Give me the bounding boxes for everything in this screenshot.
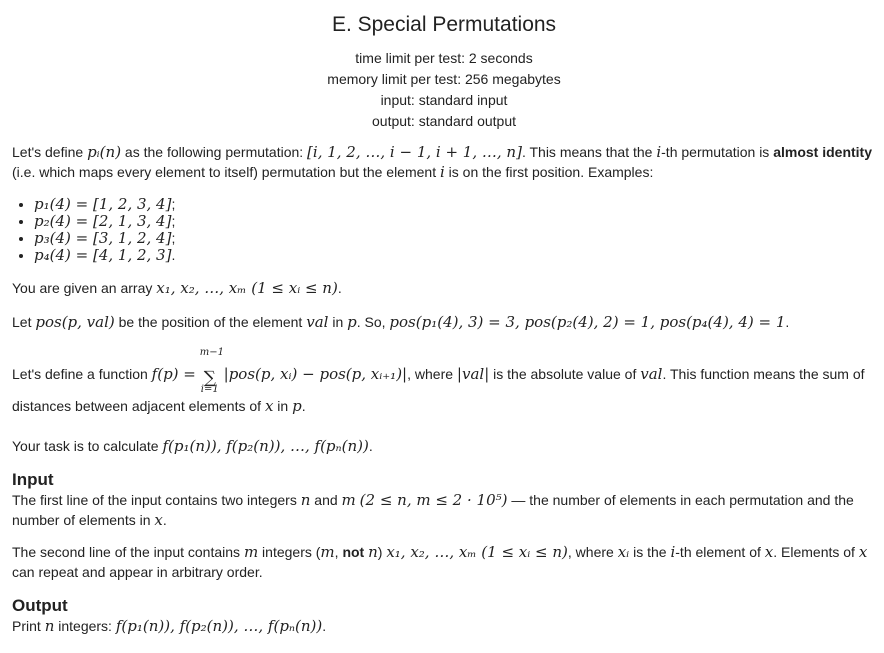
math: x₁, x₂, …, xₘ (1 ≤ xᵢ ≤ n) xyxy=(156,279,338,297)
text: ) xyxy=(377,544,387,560)
statement-paragraph-definition xyxy=(12,142,880,182)
input-section xyxy=(12,470,880,582)
sum-upper-limit: m−1 xyxy=(199,347,224,358)
input-section-title: Input xyxy=(12,470,54,489)
text: and xyxy=(310,492,342,508)
math: x xyxy=(858,543,868,561)
text: . xyxy=(322,618,327,634)
text: , where xyxy=(567,544,618,560)
math: x xyxy=(764,543,774,561)
math: xᵢ xyxy=(617,543,630,561)
math: pos(p, val) xyxy=(35,313,115,331)
text: integers ( xyxy=(258,544,321,560)
text: . xyxy=(337,280,342,296)
text: be the position of the element xyxy=(114,314,307,330)
input-file: input: standard input xyxy=(380,92,508,108)
examples-list xyxy=(12,196,880,264)
text: is on the first position. Examples: xyxy=(444,164,654,180)
text: (i.e. which maps every element to itself) permutation but the element xyxy=(12,164,440,180)
text: . xyxy=(162,512,167,528)
sum-lower-limit: i=1 xyxy=(200,384,219,395)
text: . xyxy=(368,438,373,454)
text: , xyxy=(334,544,343,560)
math: f(p) = xyxy=(151,365,196,383)
output-paragraph xyxy=(12,616,880,636)
output-file: output: standard output xyxy=(372,113,516,129)
math: pᵢ(n) xyxy=(87,143,122,161)
output-section xyxy=(12,596,880,636)
math: f(p₁(n)), f(p₂(n)), …, f(pₙ(n)) xyxy=(115,617,323,635)
math: x xyxy=(264,397,274,415)
math: m xyxy=(341,491,356,509)
bold-text: not xyxy=(342,544,365,560)
math: p₂(4) = [2, 1, 3, 4] xyxy=(34,212,172,230)
sigma-glyph: ∑ xyxy=(203,368,216,388)
text: is the absolute value of xyxy=(489,366,641,382)
math: i xyxy=(656,143,662,161)
math: i xyxy=(439,163,445,181)
time-limit: time limit per test: 2 seconds xyxy=(355,50,533,66)
list-item: • p₁(4) = [1, 2, 3, 4]; xyxy=(34,196,880,213)
text: can repeat and appear in arbitrary order. xyxy=(12,564,263,580)
math: p₄(4) = [4, 1, 2, 3] xyxy=(34,246,172,264)
text: , where xyxy=(407,366,457,382)
input-paragraph-first-line xyxy=(12,490,880,530)
math: n xyxy=(368,543,378,561)
math: val xyxy=(306,313,329,331)
text: -th element of xyxy=(675,544,765,560)
text: . This function means the sum of distances between adjacent elements of xyxy=(12,366,865,414)
math: |pos(p, xᵢ) − pos(p, xᵢ₊₁)| xyxy=(223,365,408,383)
math: f(p₁(n)), f(p₂(n)), …, f(pₙ(n)) xyxy=(162,437,369,455)
math: p xyxy=(292,397,302,415)
input-paragraph-second-line xyxy=(12,542,880,582)
text: — the number of elements in each permutation and the number of elements in xyxy=(12,492,854,528)
math: p xyxy=(347,313,357,331)
math: |val| xyxy=(456,365,490,383)
text: The first line of the input contains two integers xyxy=(12,492,301,508)
text: . xyxy=(785,314,790,330)
text: as the following permutation: xyxy=(121,144,308,160)
text: Print xyxy=(12,618,45,634)
math: val xyxy=(640,365,663,383)
problem-header xyxy=(0,12,884,132)
text: . xyxy=(301,398,306,414)
math: n xyxy=(44,617,55,635)
math: (2 ≤ n, m ≤ 2 · 10⁵) xyxy=(359,491,508,509)
statement-paragraph-pos xyxy=(12,312,880,332)
bold-text: almost identity xyxy=(773,144,872,160)
memory-limit: memory limit per test: 256 megabytes xyxy=(327,71,561,87)
text: . Elements of xyxy=(773,544,859,560)
sum-symbol xyxy=(199,347,224,395)
math: x₁, x₂, …, xₘ (1 ≤ xᵢ ≤ n) xyxy=(386,543,568,561)
text: Your task is to calculate xyxy=(12,438,163,454)
text: . So, xyxy=(356,314,390,330)
text: integers: xyxy=(54,618,116,634)
text: -th permutation is xyxy=(661,144,774,160)
text: Let's define xyxy=(12,144,88,160)
text: Let xyxy=(12,314,36,330)
text: . This means that the xyxy=(521,144,657,160)
output-section-title: Output xyxy=(12,596,68,615)
math: m xyxy=(320,543,335,561)
list-item: • p₃(4) = [3, 1, 2, 4]; xyxy=(34,230,880,247)
text: You are given an array xyxy=(12,280,157,296)
statement-paragraph-array xyxy=(12,278,880,298)
text: Let's define a function xyxy=(12,366,152,382)
text: The second line of the input contains xyxy=(12,544,244,560)
math: p₃(4) = [3, 1, 2, 4] xyxy=(34,229,172,247)
text: in xyxy=(328,314,348,330)
math: m xyxy=(243,543,259,561)
list-item: • p₂(4) = [2, 1, 3, 4]; xyxy=(34,213,880,230)
list-item: • p₄(4) = [4, 1, 2, 3]. xyxy=(34,247,880,264)
math: n xyxy=(300,491,311,509)
statement-paragraph-function xyxy=(12,347,880,422)
math: [i, 1, 2, …, i − 1, i + 1, …, n] xyxy=(307,143,522,161)
text: in xyxy=(273,398,293,414)
math: i xyxy=(670,543,676,561)
problem-statement xyxy=(12,142,880,636)
text: is the xyxy=(629,544,671,560)
math: x xyxy=(154,511,163,529)
problem-title: E. Special Permutations xyxy=(331,13,557,36)
math: p₁(4) = [1, 2, 3, 4] xyxy=(34,195,172,213)
math: pos(p₁(4), 3) = 3, pos(p₂(4), 2) = 1, pos(p₄(4), 4) = 1 xyxy=(389,313,786,331)
statement-paragraph-task xyxy=(12,436,880,456)
